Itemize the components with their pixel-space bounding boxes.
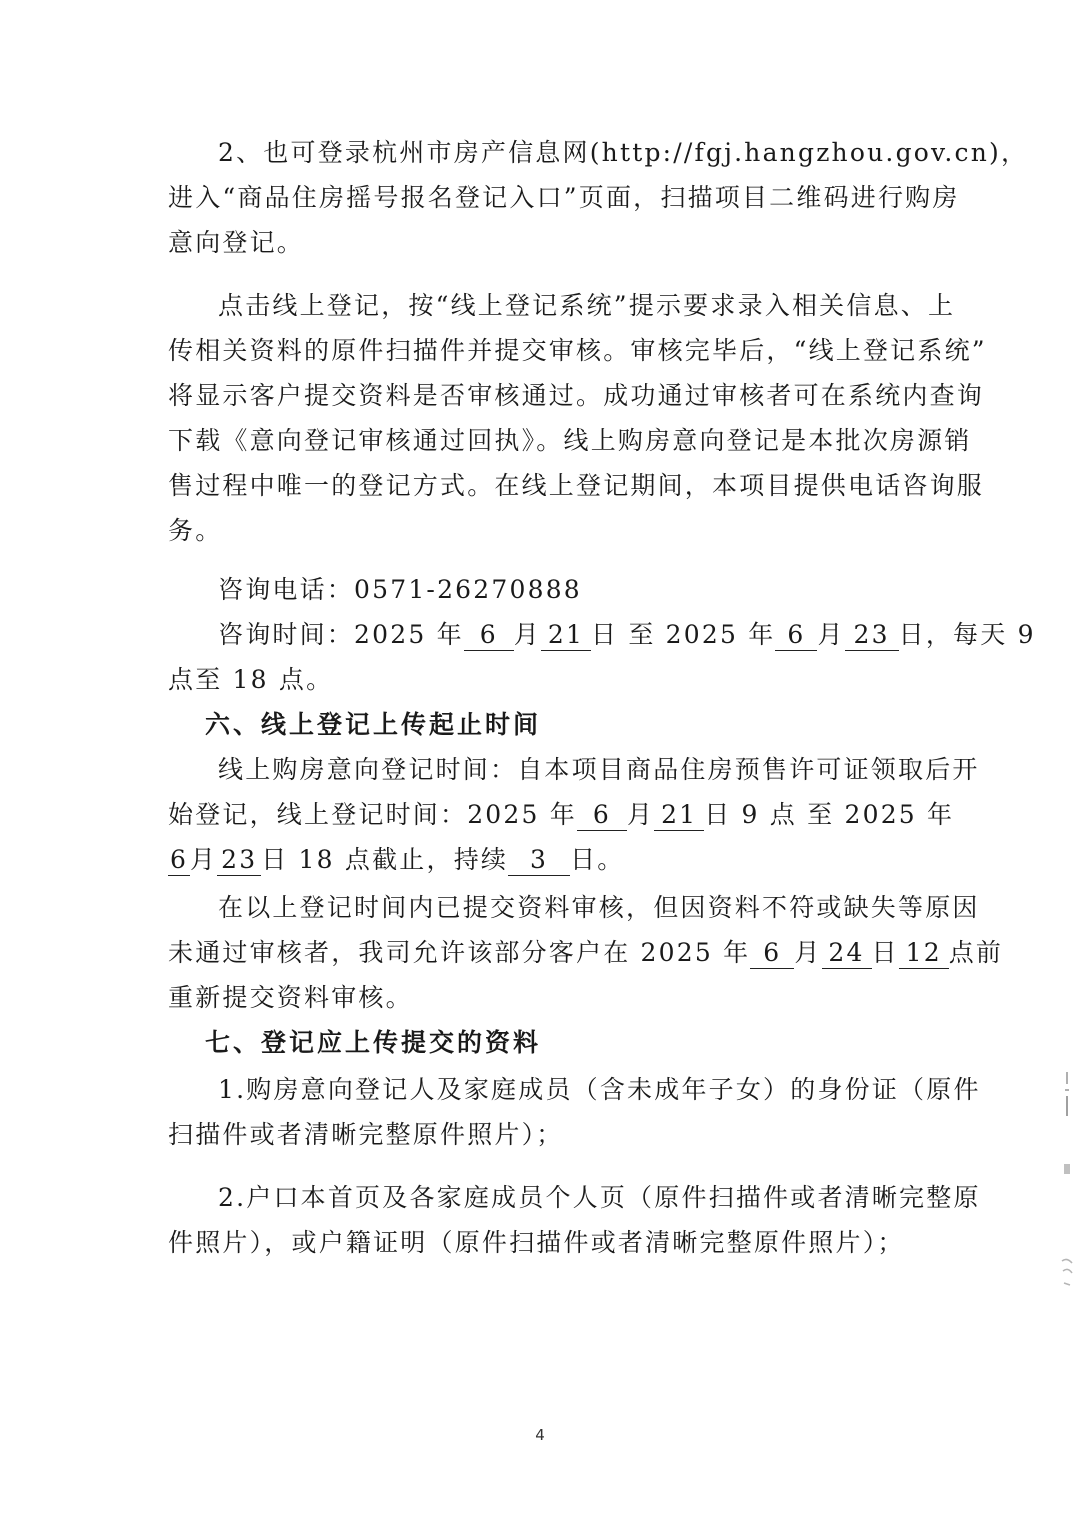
- text-segment: 月: [817, 620, 845, 649]
- paragraph-line: [168, 842, 928, 878]
- scan-artifact-marks: [1060, 1070, 1074, 1120]
- text-segment: 日 至 2025 年: [590, 620, 776, 649]
- paragraph-line: 务。: [168, 516, 223, 545]
- paragraph-line: 将显示客户提交资料是否审核通过。成功通过审核者可在系统内查询: [168, 381, 985, 410]
- paragraph-line: 2.户口本首页及各家庭成员个人页（原件扫描件或者清晰完整原: [218, 1183, 981, 1212]
- scan-artifact: [1060, 1160, 1074, 1180]
- underlined-month: 6: [750, 938, 794, 969]
- paragraph-line: 售过程中唯一的登记方式。在线上登记期间，本项目提供电话咨询服: [168, 471, 985, 500]
- paragraph-line: 在以上登记时间内已提交资料审核，但因资料不符或缺失等原因: [218, 893, 980, 922]
- paragraph-line: 点至 18 点。: [168, 665, 334, 694]
- text-segment: 月: [190, 845, 218, 874]
- scan-artifact: [1060, 1255, 1074, 1295]
- underlined-days: 3: [508, 845, 570, 876]
- text-segment: 日: [871, 938, 899, 967]
- text-segment: 日 9 点 至 2025 年: [704, 800, 955, 829]
- text-segment: 未通过审核者，我司允许该部分客户在 2025 年: [168, 938, 751, 967]
- consult-phone: 咨询电话：0571-26270888: [218, 575, 582, 604]
- underlined-day: 23: [845, 620, 899, 651]
- paragraph-line: 扫描件或者清晰完整原件照片）；: [168, 1120, 564, 1149]
- text-segment: 始登记，线上登记时间：2025 年: [168, 800, 577, 829]
- paragraph-line: 2、也可登录杭州市房产信息网(http://fgj.hangzhou.gov.cn)，: [218, 138, 1029, 167]
- underlined-hour: 12: [899, 938, 949, 969]
- text-segment: 日 18 点截止，持续: [261, 845, 509, 874]
- section-heading: 七、登记应上传提交的资料: [205, 1028, 542, 1057]
- page-number: 4: [535, 1426, 545, 1444]
- paragraph-line: 进入“商品住房摇号报名登记入口”页面，扫描项目二维码进行购房: [168, 183, 960, 212]
- underlined-day: 21: [541, 620, 591, 651]
- text-segment: 咨询时间：2025 年: [218, 620, 464, 649]
- text-segment: 月: [794, 938, 822, 967]
- underlined-day: 21: [654, 800, 704, 831]
- section-heading: 六、线上登记上传起止时间: [205, 710, 542, 739]
- paragraph-line: 件照片），或户籍证明（原件扫描件或者清晰完整原件照片）；: [168, 1228, 905, 1257]
- paragraph-line: 点击线上登记，按“线上登记系统”提示要求录入相关信息、上: [218, 291, 956, 320]
- paragraph-line: 下载《意向登记审核通过回执》。线上购房意向登记是本批次房源销: [168, 426, 972, 455]
- paragraph-line: [168, 797, 955, 833]
- scan-artifact-marks: [1060, 1255, 1074, 1295]
- text-segment: 月: [626, 800, 655, 829]
- underlined-month: 6: [169, 845, 189, 874]
- text-segment: 日，每天 9: [898, 620, 1036, 649]
- paragraph-line: 1.购房意向登记人及家庭成员（含未成年子女）的身份证（原件: [218, 1075, 981, 1104]
- text-segment: 点前: [948, 938, 1004, 967]
- paragraph-line: 意向登记。: [168, 228, 305, 257]
- paragraph-line: 线上购房意向登记时间：自本项目商品住房预售许可证领取后开: [218, 755, 980, 784]
- scan-artifact-marks: [1060, 1160, 1074, 1180]
- underlined-month: 6: [577, 800, 627, 831]
- text-segment: 日。: [570, 845, 625, 874]
- paragraph-line: [168, 935, 1004, 971]
- underlined-month: 6: [775, 620, 817, 651]
- consult-time: [218, 617, 1036, 653]
- paragraph-line: 传相关资料的原件扫描件并提交审核。审核完毕后，“线上登记系统”: [168, 336, 987, 365]
- underlined-month: 6: [464, 620, 514, 651]
- scan-artifact: [1060, 1070, 1074, 1120]
- text-segment: 月: [513, 620, 541, 649]
- underlined-day: 24: [822, 938, 872, 969]
- underlined-day: 23: [217, 845, 261, 876]
- paragraph-line: 重新提交资料审核。: [168, 983, 413, 1012]
